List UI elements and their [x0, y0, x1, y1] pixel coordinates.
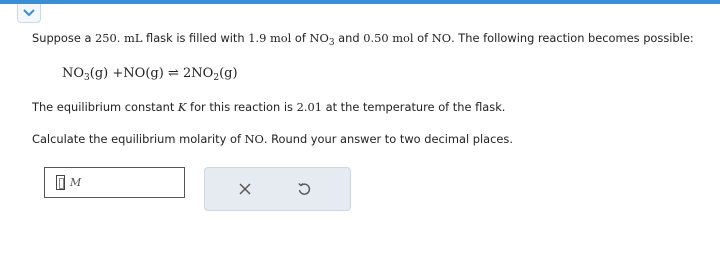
text: of: [291, 31, 310, 45]
question-line-3: Calculate the equilibrium molarity of NO. Round your answer to two decimal places.: [32, 132, 513, 146]
text: and: [334, 31, 364, 45]
reset-button[interactable]: [293, 178, 315, 200]
reaction-equation: $NO_3(g) +NO(g)$ ⇌ $2NO_2(g)$: [62, 66, 238, 83]
answer-toolbar: [204, 167, 351, 211]
text: flask is filled with: [142, 31, 249, 45]
answer-input[interactable]: [44, 167, 185, 198]
k-value: 2.01: [296, 100, 322, 114]
question-line-2: The equilibrium constant K for this reaction is 2.01 at the temperature of the flask.: [32, 100, 506, 114]
unit-label: M: [70, 176, 82, 189]
collapse-tab[interactable]: [17, 4, 41, 23]
text: of: [413, 31, 432, 45]
chevron-down-icon: [23, 9, 35, 17]
x-icon: [238, 182, 252, 196]
input-placeholder-icon: [56, 175, 65, 190]
undo-icon: [297, 182, 311, 196]
no-amount: 0.50 mol: [363, 31, 414, 45]
question-line-1: [32, 31, 694, 48]
no3-amount: 1.9 mol: [248, 31, 292, 45]
flask-volume: 250. mL: [95, 31, 143, 45]
text: . The following reaction becomes possible:: [451, 31, 694, 45]
text: Suppose a: [32, 31, 96, 45]
clear-button[interactable]: [234, 178, 256, 200]
top-accent-bar: [0, 0, 720, 4]
no-formula: NO: [431, 31, 452, 45]
no3-formula: $NO_3$: [309, 31, 335, 48]
equilibrium-arrow: ⇌: [167, 66, 179, 81]
